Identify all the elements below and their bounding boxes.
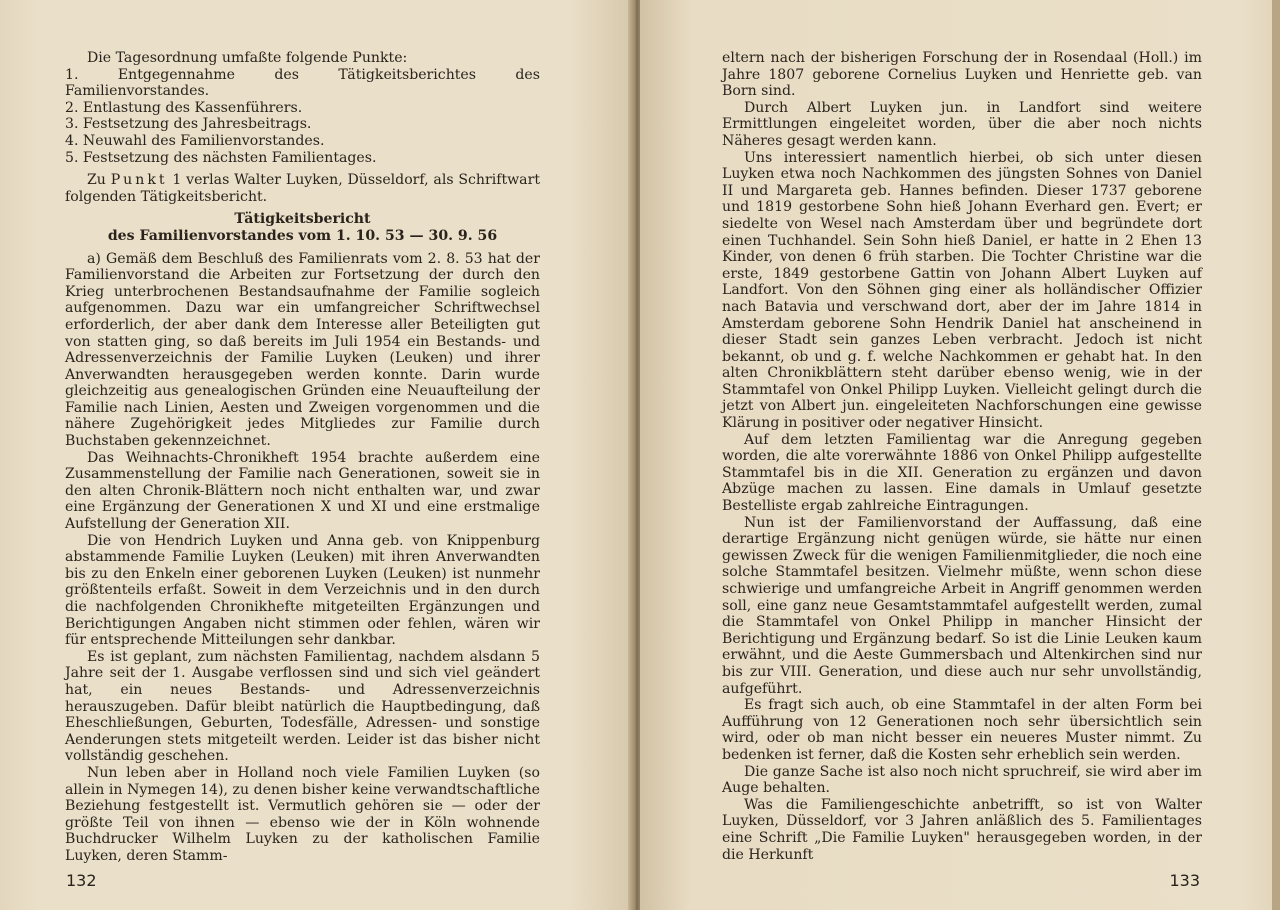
left-paragraph: Nun leben aber in Holland noch viele Familien Luyken (so allein in Nymegen 14), zu denen bisher keine verwandtschaftliche Beziehung festgestellt ist. Vermutlich gehören sie — oder der größte Teil von ihnen — ebenso wie der in Köln wohnende Buchdrucker Wilhelm Luyken zu der katholischen Familie Luyken, deren Stamm- [65,764,540,864]
right-page [640,0,1280,910]
right-paragraph: Durch Albert Luyken jun. in Landfort sind weitere Ermittlungen eingeleitet worden, über die aber noch nichts Näheres gesagt werden kann. [722,99,1202,149]
right-page-text [722,50,1202,863]
right-paragraph: Was die Familiengeschichte anbetrifft, so ist von Walter Luyken, Düsseldorf, vor 3 Jahren anläßlich des 5. Familientages eine Schrift „Die Familie Luyken" herausgegeben worden, in der die Herkunft [722,796,1202,863]
left-page-text [65,50,540,865]
agenda-item: 1. Entgegennahme des Tätigkeitsberichtes des Familienvorstandes. [65,66,540,100]
right-paragraph: Auf dem letzten Familientag war die Anregung gegeben worden, die alte vorerwähnte 1886 von Onkel Philipp aufgestellte Stammtafel bis in die XII. Generation zu ergänzen und davon Abzüge machen zu lassen. Eine damals in Umlauf gesetzte Bestelliste ergab zahlreiche Eintragungen. [722,431,1202,515]
report-subtitle: des Familienvorstandes vom 1. 10. 53 — 30. 9. 56 [107,227,498,244]
agenda-list [65,67,540,167]
left-paragraph: Das Weihnachts-Chronikheft 1954 brachte außerdem eine Zusammenstellung der Familie nach Generationen, soweit sie in den alten Chronik-Blättern noch nicht enthalten war, und zwar eine Ergänzung der Generationen X und XI und eine erstmalige Aufstellung der Generation XII. [65,449,540,533]
right-paragraph: Es fragt sich auch, ob eine Stammtafel in der alten Form bei Aufführung von 12 Generationen noch sehr übersichtlich sein wird, oder ob man nicht besser ein neueres Muster nimmt. Zu bedenken ist ferner, daß die Kosten sehr erheblich sein werden. [722,697,1202,763]
left-paragraph: Es ist geplant, zum nächsten Familientag, nachdem alsdann 5 Jahre seit der 1. Ausgabe verflossen sind und sich viel geändert hat, ein neues Bestands- und Adressenverzeichnis herauszugeben. Dafür bleibt natürlich die Hauptbedingung, daß Eheschließungen, Geburten, Todesfälle, Adressen- und sonstige Aenderungen stets mitgeteilt werden. Leider ist das bisher nicht vollständig geschehen. [65,648,540,765]
punkt-prefix: Zu [87,172,111,189]
agenda-item: 5. Festsetzung des nächsten Familientages. [65,149,377,166]
report-title: Tätigkeitsbericht [234,211,371,228]
agenda-item: 4. Neuwahl des Familienvorstandes. [65,132,325,149]
punkt-paragraph [65,172,540,205]
agenda-item: 3. Festsetzung des Jahresbeitrags. [65,116,312,133]
right-paragraph: Uns interessiert namentlich hierbei, ob sich unter diesen Luyken etwa noch Nachkommen des jüngsten Sohnes von Daniel II und Margareta geb. Hannes befinden. Dieser 1737 geborene und 1819 gestorbene Sohn hieß Johann Everhard gen. Evert; er siedelte von Wesel nach Amsterdam über und begründete dort einen Tuchhandel. Sein Sohn hieß Daniel, er hatte in 2 Ehen 13 Kinder, von denen 6 früh starben. Die Tochter Christine war die erste, 1849 gestorbene Gattin von Johann Albert Luyken auf Landfort. Von den Söhnen ging einer als holländischer Offizier nach Batavia und verschwand dort, aber der im Jahre 1814 in Amsterdam geborene Sohn Hendrik Daniel hat anscheinend in dieser Stadt sein ganzes Leben verbracht. Jedoch ist nicht bekannt, ob und g. f. welche Nachkommen er gehabt hat. In den alten Chronikblättern steht darüber ebenso wenig, wie in der Stammtafel von Onkel Philipp Luyken. Vielleicht gelingt durch die jetzt von Albert jun. eingeleiteten Nachforschungen eine gewisse Klärung in positiver oder negativer Hinsicht. [722,149,1202,432]
page-edge [1272,0,1280,910]
left-paragraph: Die von Hendrich Luyken und Anna geb. von Knippenburg abstammende Familie Luyken (Leuken) mit ihren Anverwandten bis zu den Enkeln einer geborenen Luyken (Leuken) ist nunmehr größtenteils erfaßt. Soweit in dem Verzeichnis und in den durch die nachfolgenden Chronikhefte mitgeteilten Ergänzungen und Berichtigungen Angaben nicht stimmen oder fehlen, wären wir für entsprechende Mitteilungen sehr dankbar. [65,532,540,649]
punkt-rest: 1 verlas Walter Luyken, Düsseldorf, als Schriftwart folgenden Tätigkeitsbericht. [65,172,540,205]
left-page [0,0,632,910]
punkt-word: Punkt [110,172,168,189]
page-number-right: 133 [1169,871,1200,890]
right-paragraph: eltern nach der bisherigen Forschung der in Rosendaal (Holl.) im Jahre 1807 geborene Cornelius Luyken und Henriette geb. van Born sind. [722,50,1202,100]
page-number-left: 132 [66,871,97,890]
agenda-item: 2. Entlastung des Kassenführers. [65,99,303,116]
right-paragraph: Die ganze Sache ist also noch nicht spruchreif, sie wird aber im Auge behalten. [722,763,1202,797]
left-paragraph: a) Gemäß dem Beschluß des Familienrats vom 2. 8. 53 hat der Familienvorstand die Arbeiten zur Fortsetzung der durch den Krieg unterbrochenen Bestandsaufnahme der Familie sogleich aufgenommen. Dazu war ein umfangreicher Schriftwechsel erforderlich, der aber dank dem Interesse aller Beteiligten gut von statten ging, so daß bereits im Juli 1954 ein Bestands- und Adressenverzeichnis der Familie Luyken (Leuken) und ihrer Anverwandten herausgegeben werden konnte. Darin wurde gleichzeitig aus genealogischen Gründen eine Neuaufteilung der Familie nach Linien, Aesten und Zweigen vorgenommen und die nähere Zugehörigkeit jedes Mitgliedes zur Familie durch Buchstaben gekennzeichnet. [65,250,540,450]
agenda-intro: Die Tagesordnung umfaßte folgende Punkte: [87,50,408,66]
right-paragraph: Nun ist der Familienvorstand der Auffassung, daß eine derartige Ergänzung nicht genügen würde, sie hätte nur einen gewissen Zweck für die wenigen Familienmitglieder, die noch eine solche Stammtafel besitzen. Vielmehr müßte, wenn schon diese schwierige und umfangreiche Arbeit in Angriff genommen werden soll, eine ganz neue Gesamtstammtafel aufgestellt werden, zumal die Stammtafel von Onkel Philipp in mancher Hinsicht der Berichtigung und Ergänzung bedarf. So ist die Linie Leuken kaum erwähnt, und die Aeste Gummersbach und Altenkirchen sind nur bis zur VIII. Generation, und diese auch nur sehr unvollständig, aufgeführt. [722,514,1202,697]
